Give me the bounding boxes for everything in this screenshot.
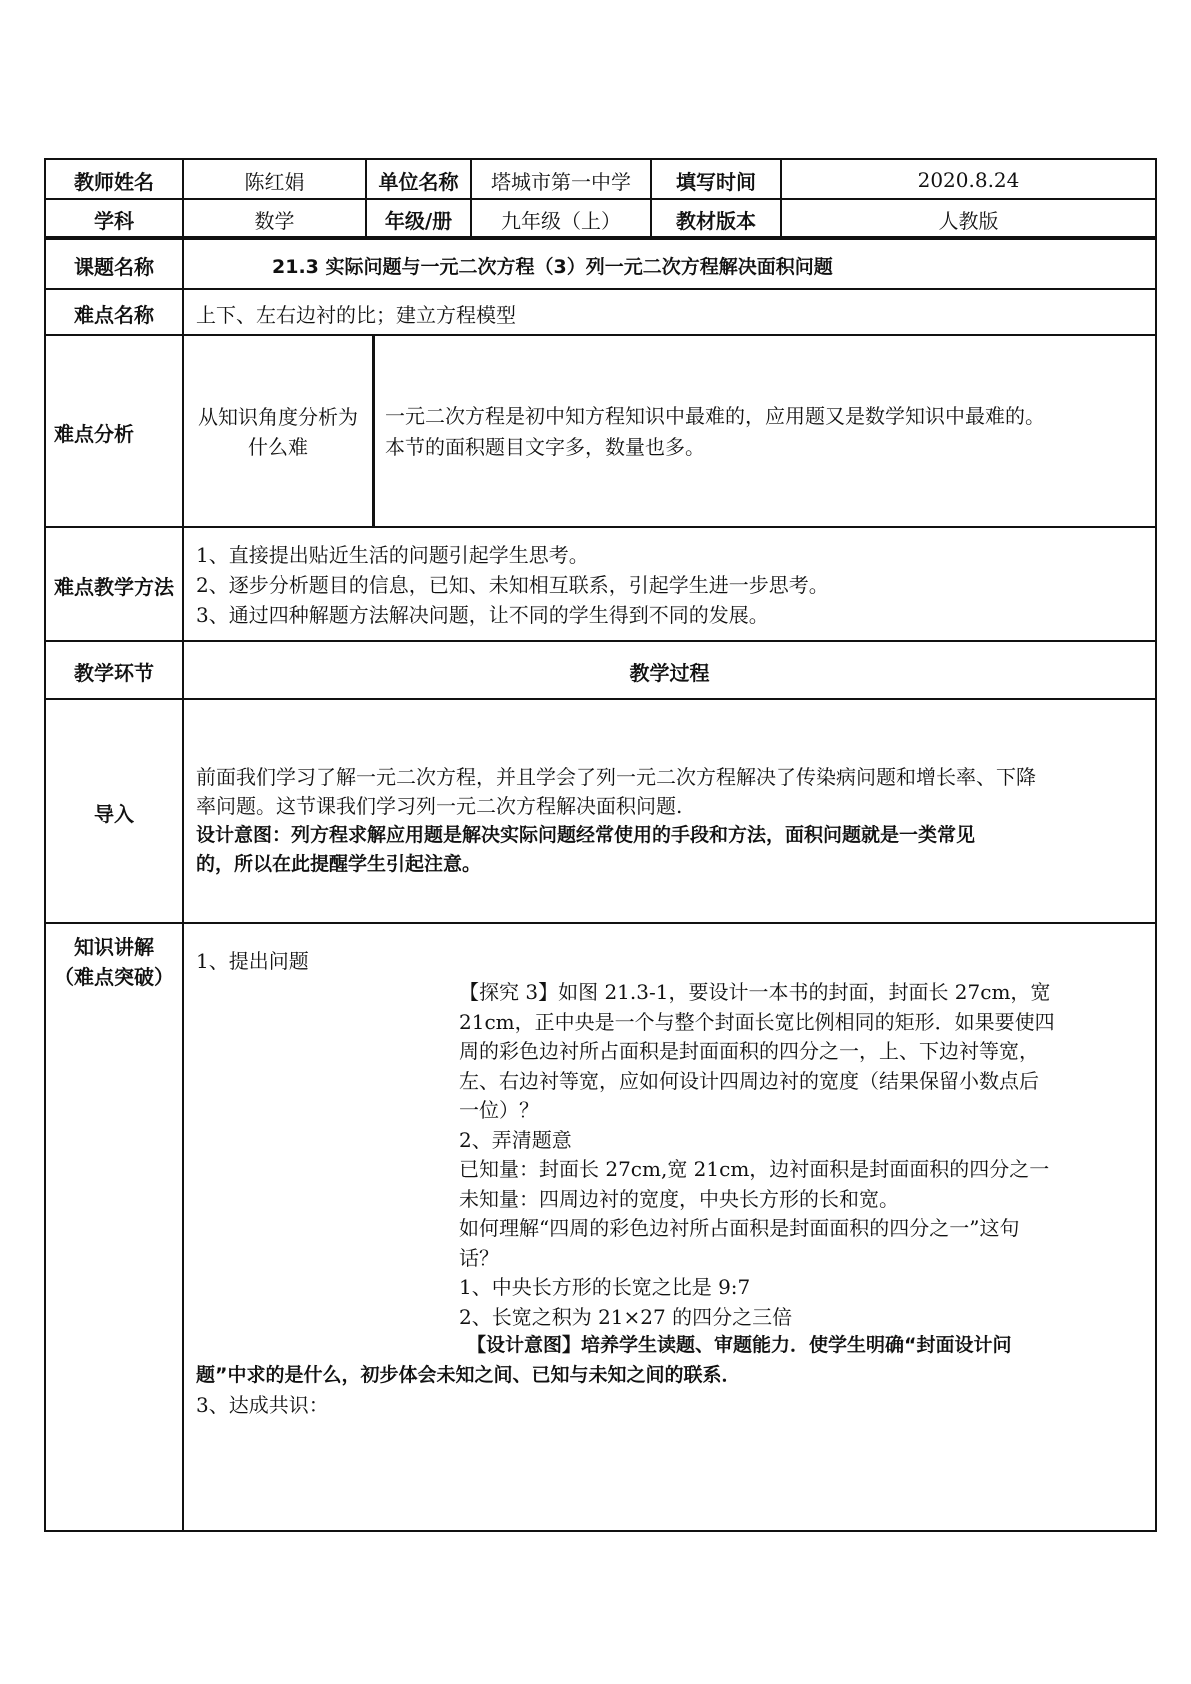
- knowledge-label-line2: （难点突破）: [54, 965, 174, 989]
- analysis-sub-label-line1: 从知识角度分析为: [198, 405, 358, 429]
- knowledge-label-line1: 知识讲解: [74, 935, 154, 959]
- header-row-2: [44, 198, 1157, 238]
- intro-content: [182, 700, 1155, 924]
- intro-design-line1: 设计意图：列方程求解应用题是解决实际问题经常使用的手段和方法，面积问题就是一类常见: [196, 824, 976, 846]
- intro-line1: 前面我们学习了解一元二次方程，并且学会了列一元二次方程解决了传染病问题和增长率、下降: [196, 765, 1036, 789]
- difficulty-row: [44, 288, 1157, 336]
- analysis-sub-label-line2: 什么难: [248, 435, 308, 459]
- question-line-1: 如何理解“四周的彩色边衬所占面积是封面面积的四分之一”这句: [459, 1216, 1020, 1240]
- method-item-2: 2、逐步分析题目的信息，已知、未知相互联系，引起学生进一步思考。: [196, 573, 829, 597]
- explore-line-5: 一位）？: [459, 1098, 539, 1122]
- process-label: 教学过程: [182, 642, 1155, 700]
- knowledge-row: [44, 922, 1157, 1532]
- explore-problem: [459, 978, 1149, 1332]
- difficulty-label: 难点名称: [74, 302, 154, 327]
- date-value: 2020.8.24: [780, 160, 1155, 200]
- textbook-value: 人教版: [780, 200, 1155, 238]
- method-label: 难点教学方法: [54, 574, 174, 599]
- topic-value: 21.3 实际问题与一元二次方程（3）列一元二次方程解决面积问题: [182, 240, 1155, 290]
- intro-row: [44, 698, 1157, 924]
- analysis-text-line2: 本节的面积题目文字多，数量也多。: [385, 435, 705, 459]
- stage-label: 教学环节: [74, 660, 154, 685]
- knowledge-step3: 3、达成共识：: [196, 1393, 329, 1417]
- subject-value: 数学: [182, 200, 365, 238]
- knowledge-content: [182, 924, 1155, 1530]
- intro-line2: 率问题。这节课我们学习列一元二次方程解决面积问题.: [196, 794, 683, 818]
- process-header-row: [44, 640, 1157, 700]
- point-1: 1、中央长方形的长宽之比是 9:7: [459, 1275, 751, 1299]
- lesson-plan-table: [44, 158, 1157, 1532]
- explore-line-2: 21cm，正中央是一个与整个封面长宽比例相同的矩形．如果要使四: [459, 1009, 1055, 1034]
- topic-label: 课题名称: [74, 254, 154, 279]
- date-label: 填写时间: [650, 160, 780, 200]
- analysis-label: 难点分析: [54, 421, 134, 446]
- knowledge-step1: 1、提出问题: [196, 949, 309, 973]
- method-item-3: 3、通过四种解题方法解决问题，让不同的学生得到不同的发展。: [196, 603, 769, 627]
- method-item-1: 1、直接提出贴近生活的问题引起学生思考。: [196, 543, 589, 567]
- explore-line-3: 周的彩色边衬所占面积是封面面积的四分之一，上、下边衬等宽，: [459, 1039, 1039, 1063]
- method-row: [44, 526, 1157, 642]
- analysis-text-line1: 一元二次方程是初中知方程知识中最难的，应用题又是数学知识中最难的。: [385, 404, 1045, 428]
- knowledge-label: [46, 924, 182, 1530]
- knowledge-design-line2: 题”中求的是什么，初步体会未知之间、已知与未知之间的联系．: [196, 1364, 741, 1386]
- known-quantities: 已知量：封面长 27cm,宽 21cm，边衬面积是封面面积的四分之一: [459, 1157, 1050, 1181]
- unit-label: 单位名称: [365, 160, 470, 200]
- unit-value: 塔城市第一中学: [470, 160, 650, 200]
- grade-label: 年级/册: [365, 200, 470, 238]
- method-list: [182, 528, 1155, 642]
- teacher-label: 教师姓名: [74, 169, 154, 194]
- explore-line-4: 左、右边衬等宽，应如何设计四周边衬的宽度（结果保留小数点后: [459, 1068, 1039, 1093]
- knowledge-step2: 2、弄清题意: [459, 1127, 572, 1152]
- difficulty-value: 上下、左右边衬的比；建立方程模型: [182, 290, 1155, 336]
- intro-design-line2: 的，所以在此提醒学生引起注意。: [196, 853, 482, 875]
- point-2: 2、长宽之积为 21×27 的四分之三倍: [459, 1304, 793, 1329]
- topic-row: [44, 236, 1157, 290]
- grade-value: 九年级（上）: [470, 200, 650, 238]
- analysis-row: [44, 334, 1157, 528]
- intro-label: 导入: [94, 801, 134, 826]
- header-row-1: [44, 158, 1157, 200]
- question-line-2: 话？: [459, 1245, 499, 1270]
- unknown-quantities: 未知量：四周边衬的宽度，中央长方形的长和宽。: [459, 1186, 899, 1211]
- textbook-label: 教材版本: [650, 200, 780, 238]
- analysis-sub-label: [182, 336, 372, 528]
- analysis-text: [372, 336, 1155, 528]
- teacher-value: 陈红娟: [182, 160, 365, 200]
- subject-label: 学科: [94, 208, 134, 233]
- knowledge-design-line1: 【设计意图】培养学生读题、审题能力．使学生明确“封面设计问: [467, 1334, 1012, 1356]
- explore-line-1: 【探究 3】如图 21.3-1，要设计一本书的封面，封面长 27cm，宽: [459, 980, 1051, 1004]
